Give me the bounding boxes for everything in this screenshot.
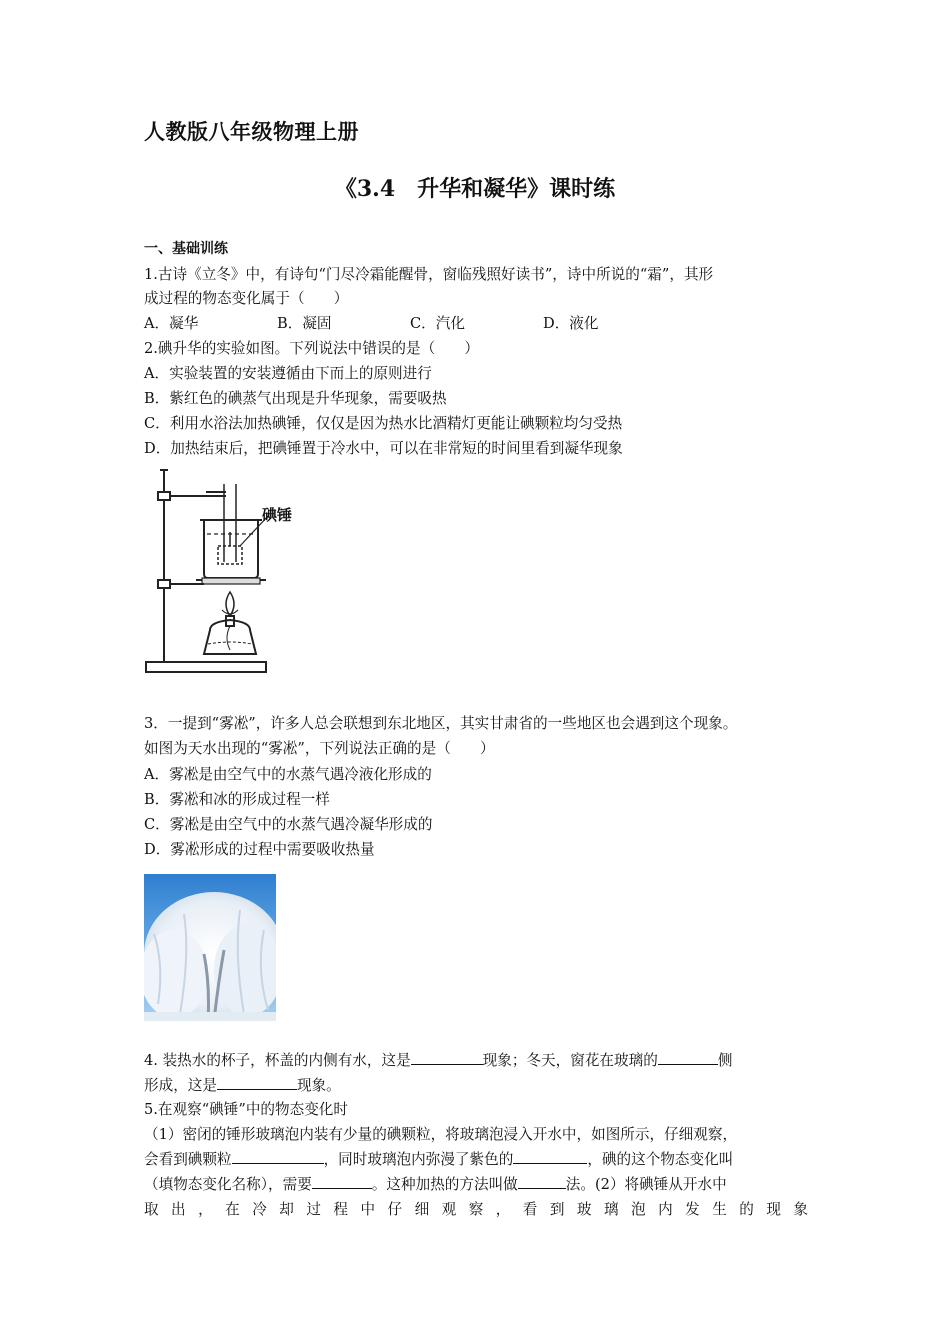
iodine-apparatus-figure (144, 462, 304, 678)
iodine-hammer-label: 碘锤 (262, 506, 293, 524)
q5-blank-3[interactable] (312, 1172, 372, 1189)
q4-blank-1[interactable] (411, 1048, 483, 1065)
q5-text-2c: ，碘的这个物态变化叫 (587, 1151, 734, 1168)
title-prefix: 《 (334, 177, 357, 202)
q5-text-3c: 法。(2）将碘锤从开水中 (565, 1176, 727, 1193)
q4-text-4: 形成，这是 (144, 1077, 217, 1094)
q3-option-a: A．雾凇是由空气中的水蒸气遇冷液化形成的 (144, 766, 432, 783)
q4-text-3: 侧 (717, 1052, 733, 1069)
q5-line1: （1）密闭的锤形玻璃泡内装有少量的碘颗粒，将玻璃泡浸入开水中，如图所示，仔细观察， (144, 1126, 738, 1143)
q2-option-c: C．利用水浴法加热碘锤，仅仅是因为热水比酒精灯更能让碘颗粒均匀受热 (144, 415, 623, 432)
q4-line1 (144, 1048, 808, 1073)
q3-line2: 如图为天水出现的“雾凇”，下列说法正确的是（ ） (144, 740, 495, 757)
q5-line3 (144, 1172, 808, 1197)
q2-option-b: B．紫红色的碘蒸气出现是升华现象，需要吸热 (144, 390, 447, 407)
q2-option-d: D．加热结束后，把碘锤置于冷水中，可以在非常短的时间里看到凝华现象 (144, 440, 623, 457)
q4-blank-2[interactable] (658, 1048, 718, 1065)
q1-option-c: C．汽化 (410, 315, 465, 332)
q4-line2 (144, 1073, 808, 1098)
q5-blank-1[interactable] (232, 1147, 324, 1164)
q4-text-2: 现象；冬天，窗花在玻璃的 (482, 1052, 658, 1069)
q1-line2: 成过程的物态变化属于（ ） (144, 290, 349, 307)
q1-option-d: D．液化 (543, 315, 599, 332)
q5-blank-2[interactable] (513, 1147, 587, 1164)
document-header: 人教版八年级物理上册 (144, 120, 359, 144)
q5-text-3b: 。这种加热的方法叫做 (371, 1176, 518, 1193)
q5-stem: 5.在观察“碘锤”中的物态变化时 (144, 1101, 348, 1118)
q5-line2 (144, 1147, 808, 1172)
q1-option-a: A．凝华 (144, 315, 199, 332)
q1-line1: 1.古诗《立冬》中，有诗句“门尽冷霜能醒骨，窗临残照好读书”，诗中所说的“霜”，其形 (144, 266, 714, 283)
title-rest: 升华和凝华》课时练 (395, 177, 616, 202)
q5-blank-4[interactable] (518, 1172, 566, 1189)
q4-blank-3[interactable] (217, 1073, 297, 1090)
q2-stem: 2.碘升华的实验如图。下列说法中错误的是（ ） (144, 340, 479, 357)
title-number: 3.4 (356, 176, 396, 202)
q4-text-1: 4. 装热水的杯子，杯盖的内侧有水，这是 (144, 1052, 411, 1069)
rime-frost-photo (144, 874, 276, 1021)
q5-text-3a: （填物态变化名称），需要 (144, 1176, 312, 1193)
q5-line4: 取出，在冷却过程中仔细观察，看到玻璃泡内发生的现象 (144, 1201, 808, 1218)
q1-option-b: B．凝固 (277, 315, 332, 332)
q5-text-2b: ，同时玻璃泡内弥漫了紫色的 (323, 1151, 514, 1168)
q1-options (144, 311, 808, 336)
section-heading: 一、基础训练 (144, 241, 228, 257)
q3-option-c: C．雾凇是由空气中的水蒸气遇冷凝华形成的 (144, 816, 433, 833)
document-title (0, 172, 950, 203)
q2-option-a: A．实验装置的安装遵循由下而上的原则进行 (144, 365, 432, 382)
q5-text-2a: 会看到碘颗粒 (144, 1151, 232, 1168)
q4-text-5: 现象。 (296, 1077, 341, 1094)
q3-option-b: B．雾凇和冰的形成过程一样 (144, 791, 330, 808)
q3-option-d: D．雾凇形成的过程中需要吸收热量 (144, 841, 375, 858)
q3-line1: 3．一提到“雾凇”，许多人总会联想到东北地区，其实甘肃省的一些地区也会遇到这个现象。 (144, 715, 738, 732)
